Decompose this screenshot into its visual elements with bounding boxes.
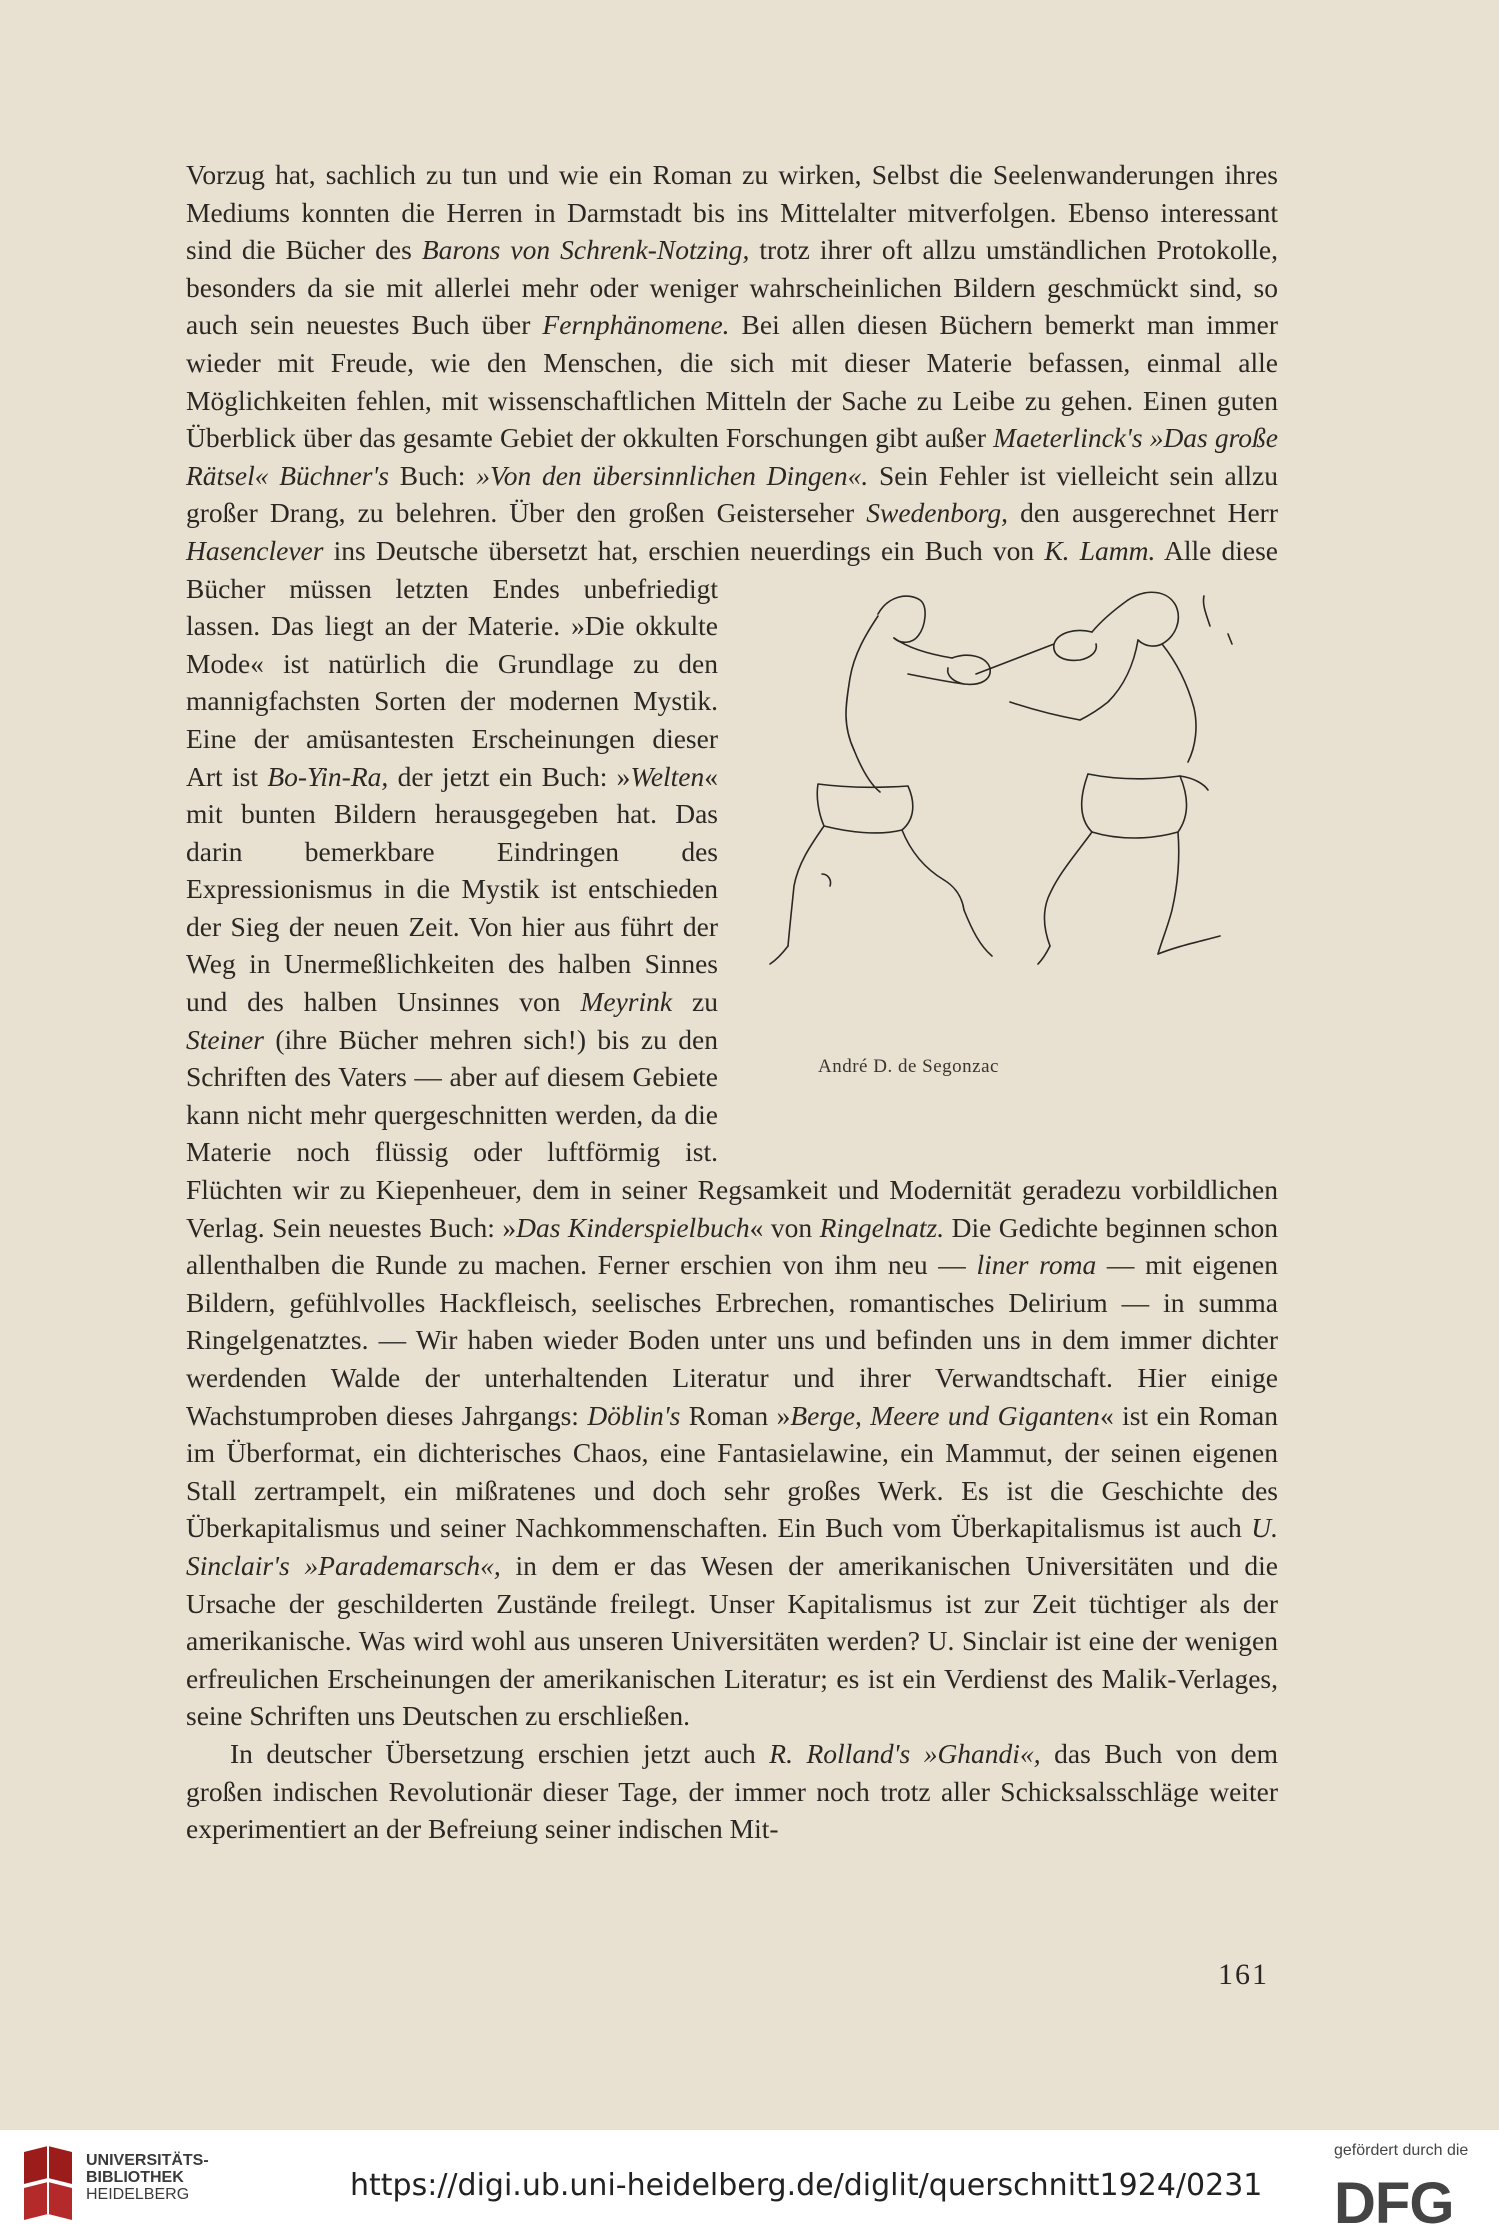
text-run: der jetzt ein Buch: » [388, 760, 631, 792]
institution-line: HEIDELBERG [86, 2186, 190, 2203]
dfg-logo: DFG [1334, 2171, 1454, 2236]
text-run: In deutscher Übersetzung erschien jetzt auch [230, 1737, 770, 1769]
university-library-logo-icon [18, 2144, 78, 2224]
italic-run: »Von den übersinnlichen Dingen«. [476, 459, 869, 491]
text-run: trotz ihrer oft allzu umständlichen Protokolle, besonders da sie mit allerlei mehr oder weniger wahrscheinlichen Bildern geschmückt sind, so auch sein neuestes Buch über [186, 234, 1278, 341]
italic-run: U. Sinclair's »Parademarsch«, [186, 1512, 1278, 1581]
italic-run: Fernphänomene. [542, 309, 730, 341]
italic-run: Hasenclever [186, 534, 324, 566]
paragraph-1 [186, 156, 1278, 1735]
text-run: Die Gedichte beginnen schon allenthalben die Runde zu machen. Ferner erschien von ihm neu — [186, 1211, 1278, 1281]
article-text [186, 156, 1278, 1848]
italic-run: Ringelnatz. [819, 1211, 945, 1243]
footer-bar [0, 2130, 1499, 2240]
italic-run: Bo-Yin-Ra, [267, 760, 389, 792]
text-run: Roman » [680, 1399, 791, 1431]
text-run: « mit bunten Bildern herausgegeben hat. Das darin bemerkbare Eindringen des Expressionismus in die Mystik ist entschieden der Sieg der neuen Zeit. Von hier aus führt der Weg in Unermeßlichkeiten des halben Sinnes und des halben Unsinnes von [186, 760, 719, 1018]
italic-run: Maeterlinck's »Das große Rätsel« Büchner's [186, 422, 1278, 491]
permalink-url[interactable]: https://digi.ub.uni-heidelberg.de/diglit/querschnitt1924/0231 [350, 2168, 1263, 2203]
text-run: Vorzug hat, sachlich zu tun und wie ein Roman zu wirken, Selbst die Seelenwanderungen ihres Mediums konnten die Herren in Darmstadt bis ins Mittelalter mitverfolgen. Ebenso interessant sind die Bücher des [186, 159, 1278, 266]
italic-run: Berge, Meere und Giganten [790, 1399, 1100, 1431]
boxers-drawing-figure [758, 574, 1278, 1152]
italic-run: Das Kinderspielbuch [516, 1211, 750, 1243]
text-run: (ihre Bücher mehren sich!) bis zu den Schriften des Vaters — aber auf diesem Gebiete kann nicht mehr quergeschnitten werden, da die Materie noch flüssig oder luftförmig ist. Flüchten wir zu Kiepenheuer, dem in seiner Regsamkeit und Modernität geradezu vorbildlichen Verlag. Sein neuestes Buch: » [186, 1023, 1278, 1243]
text-run: Alle diese Bücher müssen letzten Endes unbefriedigt lassen. Das liegt an der Materie. »Die okkulte Mode« ist natürlich die Grundlage zu den mannigfachsten Sorten der modernen Mystik. Eine der amüsantesten Erscheinungen dieser Art ist [186, 534, 1278, 792]
text-run: — mit eigenen Bildern, gefühlvolles Hackfleisch, seelisches Erbrechen, romantisches Delirium — in summa Ringelgenatztes. — Wir haben wieder Boden unter uns und befinden uns in dem immer dichter werdenden Walde der unterhaltenden Literatur und ihrer Verwandtschaft. Hier einige Wachstumproben dieses Jahrgangs: [186, 1249, 1278, 1431]
text-run: Sein Fehler ist vielleicht sein allzu großer Drang, zu belehren. Über den großen Geisterseher [186, 459, 1278, 529]
text-run: zu [672, 986, 718, 1018]
italic-run: Welten [630, 760, 705, 792]
boxers-drawing-icon [758, 574, 1278, 1044]
institution-line: UNIVERSITÄTS- [86, 2152, 209, 2169]
page-number: 161 [1218, 1958, 1269, 1991]
italic-run: K. Lamm. [1044, 534, 1156, 566]
italic-run: Döblin's [587, 1399, 681, 1431]
text-run: « von [749, 1211, 820, 1243]
institution-name [86, 2152, 209, 2203]
italic-run: Barons von Schrenk-Notzing, [421, 234, 750, 266]
text-run: den ausgerechnet Herr [1008, 497, 1278, 529]
institution-line: BIBLIOTHEK [86, 2169, 184, 2186]
text-run: Bei allen diesen Büchern bemerkt man immer wieder mit Freude, wie den Menschen, die sich mit dieser Materie befassen, einmal alle Möglichkeiten fehlen, mit wissenschaftlichen Mitteln der Sache zu Leibe zu gehen. Einen guten Überblick über das gesamte Gebiet der okkulten Forschungen gibt außer [186, 309, 1278, 454]
text-run: « ist ein Roman im Überformat, ein dichterisches Chaos, eine Fantasielawine, ein Mammut, der seinen eigenen Stall zertrampelt, ein mißratenes und doch sehr großes Werk. Es ist die Geschichte des Überkapitalismus und seiner Nachkommenschaften. Ein Buch vom Überkapitalismus ist auch [186, 1399, 1278, 1544]
text-run: ins Deutsche übersetzt hat, erschien neuerdings ein Buch von [323, 534, 1045, 566]
italic-run: Steiner [186, 1023, 264, 1055]
text-run: das Buch von dem großen indischen Revolutionär dieser Tage, der immer noch trotz aller Schicksalsschläge weiter experimentiert an der Befreiung seiner indischen Mit- [186, 1737, 1278, 1845]
italic-run: liner roma [976, 1249, 1097, 1281]
text-run: Buch: [389, 459, 477, 491]
figure-caption: André D. de Segonzac [818, 1055, 999, 1077]
italic-run: R. Rolland's »Ghandi«, [769, 1737, 1041, 1769]
italic-run: Swedenborg, [866, 497, 1009, 529]
funding-note: gefördert durch die [1334, 2142, 1469, 2159]
paragraph-2 [186, 1735, 1278, 1848]
italic-run: Meyrink [580, 986, 673, 1018]
text-run: in dem er das Wesen der amerikanischen Universitäten und die Ursache der geschilderten Zustände freilegt. Unser Kapitalismus ist zur Zeit tüchtiger als der amerikanische. Was wird wohl aus unseren Universitäten werden? U. Sinclair ist eine der wenigen erfreulichen Erscheinungen der amerikanischen Literatur; es ist ein Verdienst des Malik-Verlages, seine Schriften uns Deutschen zu erschließen. [186, 1549, 1278, 1732]
